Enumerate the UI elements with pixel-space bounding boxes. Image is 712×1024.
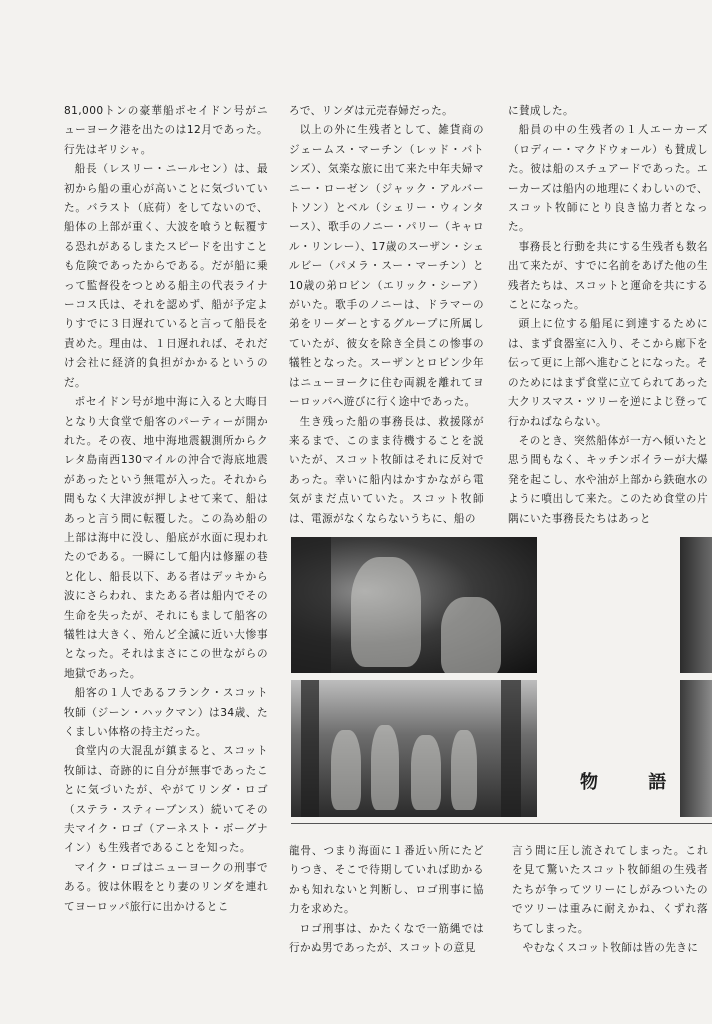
paragraph: 食堂内の大混乱が鎮まると、スコット牧師は、奇跡的に自分が無事であったことに気づいたが、やがてリンダ・ロゴ（ステラ・スティーブンス）続いてその夫マイク・ロゴ（アーネスト・ボーグナイン）も生残者であることを知った。 bbox=[64, 745, 268, 855]
paragraph: 事務長と行動を共にする生残者も数名出て来たが、すでに名前をあげた他の生残者たちは、スコットと運命を共にすることになった。 bbox=[508, 240, 708, 312]
text-column-right bbox=[508, 102, 708, 529]
paragraph: やむなくスコット牧師は皆の先きに bbox=[522, 942, 699, 955]
paragraph: 生き残った船の事務長は、救援隊が来るまで、このまま待機することを説いたが、スコット牧師はそれに反対であった。幸いに船内はかすかながら電気がまだ点いていた。スコット牧師は、電源がなくならないうちに、船の bbox=[289, 415, 484, 525]
paragraph: に賛成した。 bbox=[508, 105, 574, 117]
divider bbox=[291, 823, 712, 824]
paragraph: 船客の１人であるフランク・スコット牧師（ジーン・ハックマン）は34歳、たくましい体格の持主だった。 bbox=[64, 687, 268, 738]
section-heading: 物 語 bbox=[580, 772, 689, 793]
movie-still-photo-survivors-climbing bbox=[291, 680, 537, 817]
movie-still-photo-captain-and-woman bbox=[291, 537, 537, 673]
movie-still-photo-edge-top bbox=[680, 537, 712, 673]
paragraph: ろで、リンダは元売春婦だった。 bbox=[289, 105, 454, 117]
paragraph: 船員の中の生残者の１人エーカーズ（ロディー・マクドウォール）も賛成した。彼は船のスチュアードであった。エーカーズは船内の地理にくわしいので、スコット牧師にとり良き協力者となった。 bbox=[508, 124, 708, 234]
paragraph: ポセイドン号が地中海に入ると大晦日となり大食堂で船客のパーティーが開かれた。その夜、地中海地震観測所からクレタ島南西130マイルの沖合で海底地震があったという無電が入った。それから間もなく大津波が押しよせて来て、船はあっと言う間に転覆した。この為め船の上部は海中に没し、船底が水面に現われたのである。一瞬にして船内は修羅の巷と化し、船長以下、ある者はデッキから波にさらわれ、またある者は船内でその生命を失ったが、それにもまして船客の犠牲は大きく、殆んど全滅に近い大惨事となった。それはまさにこの世ながらの地獄であった。 bbox=[64, 396, 268, 680]
paragraph: 船長（レスリー・ニールセン）は、最初から船の重心が高いことに気づいていた。バラスト（底荷）をしてないので、船体の上部が重く、大波を喰うと転覆する恐れがあるしまたスピードを出すことも危険であったからである。だが船に乗って監督役をつとめる船主の代表ライナーコス氏は、それを認めず、船が予定よりすでに３日遅れていると言って船長を責めた。理由は、１日遅れれば、それだけ会社に経済的負担がかかるというのだ。 bbox=[64, 163, 268, 389]
paragraph: 81,000トンの豪華船ポセイドン号がニューヨーク港を出たのは12月であった。行先はギリシャ。 bbox=[64, 105, 268, 156]
text-column-bottom-right bbox=[512, 842, 708, 958]
paragraph: マイク・ロゴはニューヨークの刑事である。彼は休暇をとり妻のリンダを連れてヨーロッパ旅行に出かけるとこ bbox=[64, 861, 268, 913]
text-column-bottom-middle bbox=[289, 842, 484, 958]
text-column-left bbox=[64, 102, 268, 917]
paragraph: 以上の外に生残者として、雑貨商のジェームス・マーチン（レッド・バトンズ）、気楽な旅に出て来た中年夫婦マニー・ローゼン（ジャック・アルバートソン）とベル（シェリー・ウィンタース）、歌手のノニー・パリー（キャロル・リンレー）、17歳のスーザン・シェルビー（パメラ・スー・マーチン）と10歳の弟ロビン（エリック・シーア）がいた。歌手のノニーは、ドラマーの弟をリーダーとするグループに所属していたが、彼女を除き全員この惨事の犠牲となった。スーザンとロビン少年はニューヨークに住む両親を離れてヨーロッパへ遊びに行く途中であった。 bbox=[289, 124, 484, 409]
paragraph: ロゴ刑事は、かたくなで一筋縄では行かぬ男であったが、スコットの意見 bbox=[289, 922, 484, 955]
movie-still-photo-edge-bottom bbox=[680, 680, 712, 817]
paragraph: 龍骨、つまり海面に１番近い所にたどりつき、そこで待期していれば助かるかも知れないと判断し、ロゴ刑事に協力を求めた。 bbox=[289, 845, 484, 916]
paragraph: 言う間に圧し流されてしまった。これを見て驚いたスコット牧師組の生残者たちが争ってツリーにしがみついたのでツリーは重みに耐えかね、くずれ落ちてしまった。 bbox=[512, 845, 708, 935]
text-column-middle bbox=[289, 102, 484, 529]
paragraph: 頭上に位する船尾に到達するためには、まず食器室に入り、そこから廊下を伝って更に上部へ進むことになった。そのためにはまず食堂に立てられてあった大クリスマス・ツリーを逆によじ登って行かねばならない。 bbox=[508, 318, 708, 428]
paragraph: そのとき、突然船体が一方へ傾いたと思う間もなく、キッチンボイラーが大爆発を起こし、水や油が上部から鉄砲水のように噴出して来た。このため食堂の片隅にいた事務長たちはあっと bbox=[508, 434, 708, 525]
